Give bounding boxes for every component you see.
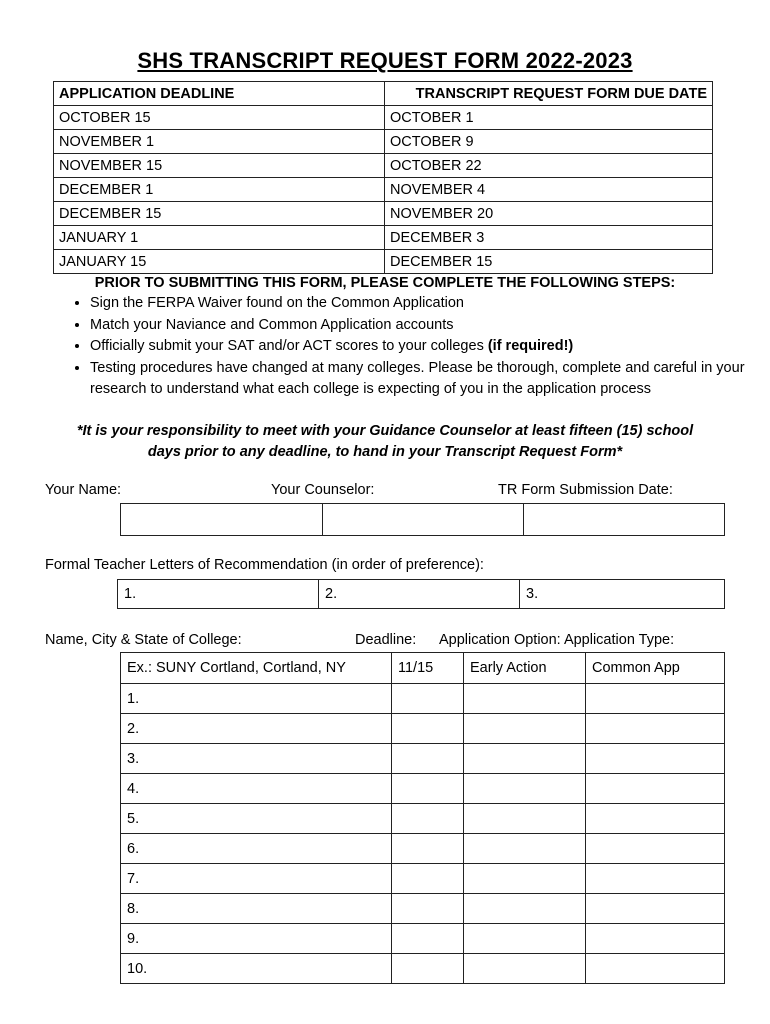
college-type-field[interactable] — [586, 744, 725, 774]
college-row — [121, 864, 725, 894]
college-deadline-field[interactable] — [392, 744, 464, 774]
college-type-field[interactable] — [586, 774, 725, 804]
step-item — [90, 336, 760, 358]
college-name-label: Name, City & State of College: — [45, 632, 242, 648]
college-name-field[interactable]: 10. — [121, 954, 392, 984]
deadline-row — [54, 202, 713, 226]
college-type-field[interactable] — [586, 834, 725, 864]
application-deadline-cell: NOVEMBER 15 — [54, 154, 385, 178]
deadline-label: Deadline: — [355, 632, 417, 648]
due-date-cell: NOVEMBER 4 — [385, 178, 713, 202]
college-deadline-field[interactable] — [392, 834, 464, 864]
header-transcript-due-date: TRANSCRIPT REQUEST FORM DUE DATE — [385, 82, 713, 106]
college-name-field[interactable]: 1. — [121, 684, 392, 714]
header-application-deadline: APPLICATION DEADLINE — [54, 82, 385, 106]
college-name-field[interactable]: 2. — [121, 714, 392, 744]
due-date-cell: OCTOBER 1 — [385, 106, 713, 130]
your-counselor-field[interactable] — [323, 504, 524, 536]
college-example-row — [121, 653, 725, 684]
college-example-deadline: 11/15 — [392, 653, 464, 684]
college-example-name: Ex.: SUNY Cortland, Cortland, NY — [121, 653, 392, 684]
college-option-field[interactable] — [464, 864, 586, 894]
college-name-field[interactable]: 4. — [121, 774, 392, 804]
college-row — [121, 894, 725, 924]
steps-heading: PRIOR TO SUBMITTING THIS FORM, PLEASE COMPLETE THE FOLLOWING STEPS: — [94, 275, 676, 291]
due-date-cell: DECEMBER 3 — [385, 226, 713, 250]
responsibility-note — [30, 421, 740, 463]
college-example-type: Common App — [586, 653, 725, 684]
deadline-row — [54, 106, 713, 130]
step-emphasis: (if required!) — [487, 338, 574, 354]
deadline-row — [54, 178, 713, 202]
college-row — [121, 684, 725, 714]
application-deadline-cell: NOVEMBER 1 — [54, 130, 385, 154]
college-row — [121, 774, 725, 804]
deadline-row — [54, 154, 713, 178]
teacher-slot-1[interactable]: 1. — [118, 580, 319, 609]
college-deadline-field[interactable] — [392, 864, 464, 894]
deadline-table-header — [54, 82, 713, 106]
college-deadline-field[interactable] — [392, 684, 464, 714]
step-text: Sign the FERPA Waiver found on the Common Application — [90, 295, 464, 311]
teacher-slot-2[interactable]: 2. — [319, 580, 520, 609]
due-date-cell: DECEMBER 15 — [385, 250, 713, 274]
college-type-field[interactable] — [586, 954, 725, 984]
college-type-field[interactable] — [586, 804, 725, 834]
step-text: Testing procedures have changed at many colleges. Please be thorough, complete and careful in your research to understand what each college is expecting of you in the application process — [90, 359, 745, 397]
your-name-label: Your Name: — [45, 482, 122, 498]
step-text: Officially submit your SAT and/or ACT scores to your colleges — [90, 338, 488, 354]
college-row — [121, 744, 725, 774]
deadline-row — [54, 250, 713, 274]
college-deadline-field[interactable] — [392, 924, 464, 954]
step-item — [90, 293, 760, 315]
college-deadline-field[interactable] — [392, 894, 464, 924]
student-info-grid — [120, 503, 725, 536]
step-item — [90, 315, 760, 337]
college-option-field[interactable] — [464, 834, 586, 864]
college-row — [121, 834, 725, 864]
application-deadline-cell: DECEMBER 15 — [54, 202, 385, 226]
deadline-table — [53, 81, 713, 274]
college-type-field[interactable] — [586, 714, 725, 744]
college-option-field[interactable] — [464, 894, 586, 924]
application-deadline-cell: JANUARY 1 — [54, 226, 385, 250]
step-text: Match your Naviance and Common Application accounts — [90, 316, 454, 333]
college-row — [121, 804, 725, 834]
college-deadline-field[interactable] — [392, 954, 464, 984]
college-grid — [120, 652, 725, 984]
college-name-field[interactable]: 3. — [121, 744, 392, 774]
step-item — [90, 358, 760, 401]
college-type-field[interactable] — [586, 684, 725, 714]
due-date-cell: NOVEMBER 20 — [385, 202, 713, 226]
college-row — [121, 954, 725, 984]
teacher-slot-3[interactable]: 3. — [520, 580, 725, 609]
college-name-field[interactable]: 5. — [121, 804, 392, 834]
college-deadline-field[interactable] — [392, 774, 464, 804]
application-deadline-cell: JANUARY 15 — [54, 250, 385, 274]
college-example-option: Early Action — [464, 653, 586, 684]
college-name-field[interactable]: 8. — [121, 894, 392, 924]
note-line-2: days prior to any deadline, to hand in your Transcript Request Form* — [147, 444, 623, 460]
deadline-table-body — [54, 106, 713, 274]
note-line-1: *It is your responsibility to meet with your Guidance Counselor at least fifteen (15) school — [76, 423, 694, 439]
deadline-row — [54, 130, 713, 154]
college-type-field[interactable] — [586, 864, 725, 894]
college-option-field[interactable] — [464, 804, 586, 834]
college-row — [121, 924, 725, 954]
college-name-field[interactable]: 7. — [121, 864, 392, 894]
college-name-field[interactable]: 9. — [121, 924, 392, 954]
application-deadline-cell: DECEMBER 1 — [54, 178, 385, 202]
college-type-field[interactable] — [586, 924, 725, 954]
application-deadline-cell: OCTOBER 15 — [54, 106, 385, 130]
deadline-row — [54, 226, 713, 250]
college-grid-body — [121, 653, 725, 984]
college-option-field[interactable] — [464, 684, 586, 714]
college-option-field[interactable] — [464, 924, 586, 954]
due-date-cell: OCTOBER 22 — [385, 154, 713, 178]
college-deadline-field[interactable] — [392, 714, 464, 744]
submission-date-label: TR Form Submission Date: — [498, 482, 673, 498]
submission-date-field[interactable] — [524, 504, 725, 536]
college-row — [121, 714, 725, 744]
college-option-field[interactable] — [464, 714, 586, 744]
form-title: SHS TRANSCRIPT REQUEST FORM 2022-2023 — [137, 48, 633, 73]
college-option-field[interactable] — [464, 744, 586, 774]
app-option-type-label: Application Option: Application Type: — [439, 632, 675, 648]
college-option-field[interactable] — [464, 954, 586, 984]
college-name-field[interactable]: 6. — [121, 834, 392, 864]
your-name-field[interactable] — [121, 504, 323, 536]
teacher-letters-grid — [117, 579, 725, 609]
steps-list — [64, 293, 760, 401]
your-counselor-label: Your Counselor: — [271, 482, 375, 498]
college-deadline-field[interactable] — [392, 804, 464, 834]
teacher-letters-label: Formal Teacher Letters of Recommendation (in order of preference): — [45, 557, 484, 573]
college-type-field[interactable] — [586, 894, 725, 924]
due-date-cell: OCTOBER 9 — [385, 130, 713, 154]
college-option-field[interactable] — [464, 774, 586, 804]
